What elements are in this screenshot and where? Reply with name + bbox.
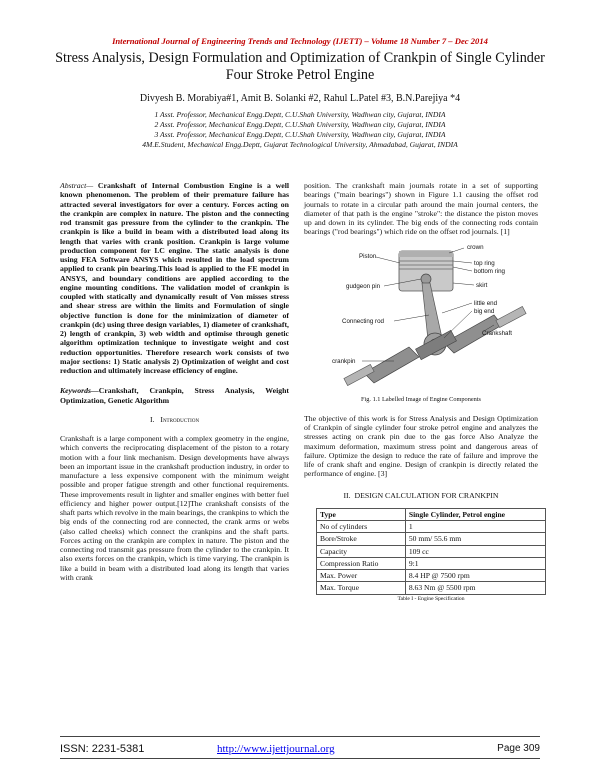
figure-label-little-end: little end [474,299,498,307]
table-cell: No of cylinders [317,521,406,533]
figure-caption: Fig. 1.1 Labelled Image of Engine Components [361,395,481,403]
table-row [317,570,546,582]
left-column [60,181,289,582]
figure-label-top-ring: top ring [474,259,495,267]
section-heading-design [304,491,538,500]
table-cell: 8.4 HP @ 7500 rpm [405,570,545,582]
figure-label-gudgeon-pin: gudgeon pin [346,282,381,290]
table-caption: Table I - Engine Specification [397,595,465,602]
journal-header: International Journal of Engineering Trends and Technology (IJETT) – Volume 18 Number 7 – Dec 2014 [112,36,488,46]
table-cell: Bore/Stroke [317,533,406,545]
abstract [60,181,289,375]
figure-label-piston: Piston [359,252,377,260]
issn: ISSN: 2231-5381 [60,743,145,755]
keywords-label: Keywords— [60,386,99,396]
affiliation-1: 1 Asst. Professor, Mechanical Engg.Deptt, C.U.Shah University, Wadhwan city, Gujarat, INDIA [154,110,446,119]
keywords [60,386,289,405]
figure-label-connecting-rod: Connecting rod [342,317,384,325]
table-row [317,533,546,545]
affiliation-3: 3 Asst. Professor, Mechanical Engg.Deptt, C.U.Shah University, Wadhwan city, Gujarat, INDIA [154,130,446,139]
table-cell: 8.63 Nm @ 5500 rpm [405,582,545,594]
table-cell: Compression Ratio [317,557,406,569]
table-row [317,557,546,569]
figure-label-bottom-ring: bottom ring [474,267,505,275]
engine-figure [304,243,538,393]
affiliation-2: 2 Asst. Professor, Mechanical Engg.Deptt, C.U.Shah University, Wadhwan city, Gujarat, INDIA [154,120,446,129]
table-cell: 1 [405,521,545,533]
paper-title: Stress Analysis, Design Formulation and Optimization of Crankpin of Single Cylinder Four Stroke Petrol Engine [55,50,545,83]
figure-label-crankpin: crankpin [332,357,356,365]
section-number: I. [149,414,155,424]
authors: Divyesh B. Morabiya#1, Amit B. Solanki #2, Rahul L.Patel #3, B.N.Parejiya *4 [139,93,461,104]
table-header-cell: Single Cylinder, Petrol engine [405,508,545,520]
abstract-label: Abstract— [60,181,94,190]
footer-divider-bottom [60,758,540,759]
section-number: II. [343,490,351,500]
table-cell: Max. Torque [317,582,406,594]
page-number: Page 309 [497,743,540,754]
table-row [317,582,546,594]
right-column [304,181,538,604]
table-row [317,545,546,557]
keywords-text: Crankshaft, Crankpin, Stress Analysis, Weight Optimization, Genetic Algorithm [60,386,289,405]
engine-spec-table [316,508,546,595]
figure-label-skirt: skirt [476,281,488,289]
table-cell: 50 mm/ 55.6 mm [405,533,545,545]
affiliation-4: 4M.E.Student, Mechanical Engg.Deptt, Gujarat Technological University, Ahmadabad, Gujarat, INDIA [142,140,458,149]
table-cell: 109 cc [405,545,545,557]
engine-components-image [304,243,538,393]
table-cell: Max. Power [317,570,406,582]
table-header-cell: Type [317,508,406,520]
footer-divider-top [60,736,540,737]
section-title: DESIGN CALCULATION FOR CRANKPIN [354,490,499,500]
table-header-row [317,508,546,520]
table-cell: Capacity [317,545,406,557]
figure-label-big-end: big end [474,307,495,315]
intro-paragraph: Crankshaft is a large component with a complex geometry in the engine, which converts the reciprocating displacement of the piston to a rotary motion with a four link mechanism. Design developments have always been an important issue in the crankshaft production industry, in order to manufacture a less expensive component with the minimum weight possible and proper fatigue strength and other functional requirements. These improvements result in lighter and smaller engines with better fuel efficiency and higher power output.[12]The crankshaft consists of the shaft parts which revolve in the main bearings, the crankpins to which the big ends of the connecting rod are connected, the crank arms or webs (also called cheeks) which connect the crankpins and the shaft parts. Forces acting on the crankpin are complex in nature. The piston and the connecting rod transmit gas pressure from the cylinder to the crankpin. It also exerts forces on the crankpin, which is time varying. The crankpin is like a build in beam with a distributed load along its length that varies with crank [60,434,289,582]
right-paragraph-1: position. The crankshaft main journals rotate in a set of supporting bearings ("main bearings") shown in Figure 1.1 causing the offset rod journals to rotate in a circular path around the main journal centers, the diameter of that path is the engine "stroke": the distance the piston moves up and down in its cylinder. The big ends of the connecting rods contain bearings ("rod bearings") which ride on the offset rod journals. [1] [304,181,538,237]
journal-link[interactable]: http://www.ijettjournal.org [217,743,335,755]
page-footer [60,743,540,755]
section-title: Introduction [160,414,200,424]
table-cell: 9:1 [405,557,545,569]
section-heading-intro [60,415,289,424]
table-row [317,521,546,533]
right-paragraph-2: The objective of this work is for Stress Analysis and Design Optimization of Crankpin of single cylinder four stroke petrol engine and analyzes the stresses acting on crank pin due to the gas force Also Analyze the maximum deformation, maximum stress point and dangerous areas of failure. Optimize the design to reduce the rate of failure and improve the life of crank shaft and engine. Design of crankpin is directly related the performance of engine. [3] [304,413,538,479]
figure-label-crankshaft: Crankshaft [482,329,512,337]
figure-label-crown: crown [467,243,484,251]
abstract-text: Crankshaft of Internal Combustion Engine is a well known phenomenon. The problem of their premature failure has attracted several investigators for over a century. Forces acting on the crankpin are complex in nature. The piston and the connecting rod transmit gas pressure from the cylinder to the crankpin. The crankpin is like a build in beam with a distributed load along its length that varies with crank position. Crankpin is large volume production component for I.C engine. The static analysis is done using FEA Software ANSYS which resulted in the load spectrum applied to crank pin bearing.This load is applied to the FE model in ANSYS, and boundary conditions are applied according to the engine mounting conditions. The validation model of crankpin is coupled with statically and dynamically result of Von misses stress and shear stress are within the limits and Formulation of single objective function is done for the minimization of diameter of crankpin (dc) using three design variables, 1) diameter of crankshaft, 2) length of crankpin, 3) web width and optimise through genetic algorithm optimization technique to investigate weight and cost reduction opportunities. Therefore research work consists of two major sections: 1) Static analysis 2) Optimization of weight and cost reduction and ultimately increase efficiency of engine. [60,181,289,375]
